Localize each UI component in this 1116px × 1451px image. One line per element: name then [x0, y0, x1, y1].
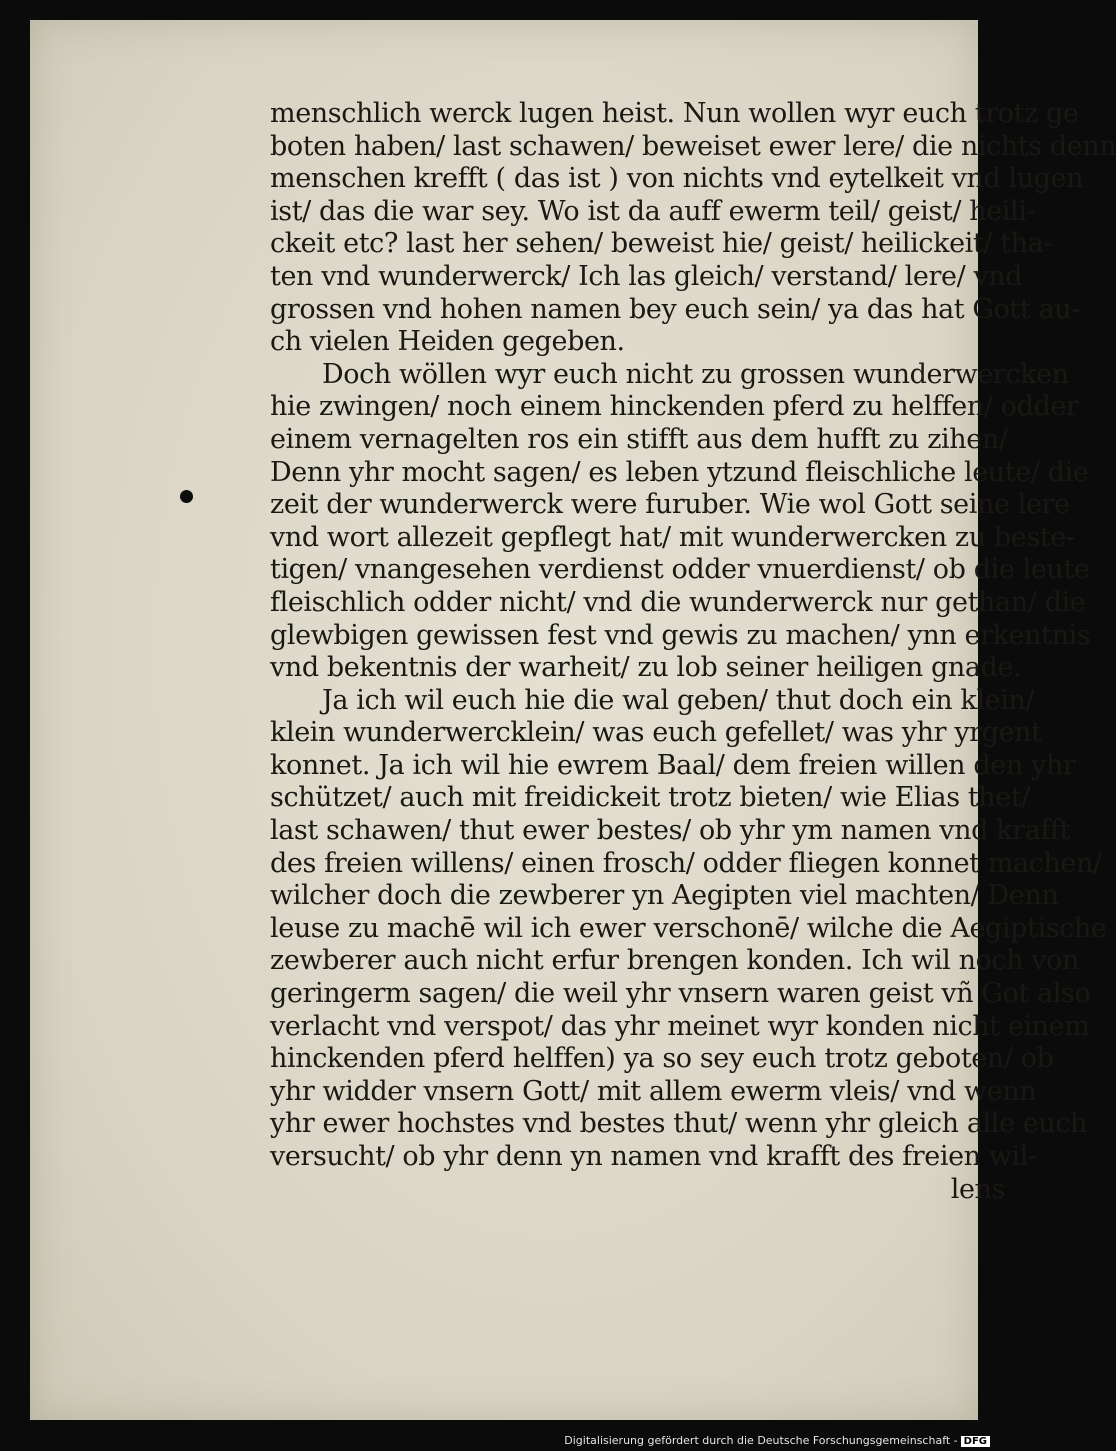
text-line: zeit der wunderwerck were furuber. Wie wol Gott seine lere — [270, 489, 1070, 521]
text-line: grossen vnd hohen namen bey euch sein/ ya das hat Gott au- — [270, 293, 1080, 325]
text-line: boten haben/ last schawen/ beweiset ewer lere/ die nichts denn — [270, 130, 1116, 162]
text-line: wilcher doch die zewberer yn Aegipten viel machten/ Denn — [270, 880, 1059, 912]
text-line: ckeit etc? last her sehen/ beweist hie/ geist/ heilickeit/ tha- — [270, 228, 1053, 260]
text-line: zewberer auch nicht erfur brengen konden. Ich wil noch von — [270, 945, 1080, 977]
text-line: yhr widder vnsern Gott/ mit allem ewerm vleis/ vnd wenn — [270, 1075, 1037, 1107]
text-line: ist/ das die war sey. Wo ist da auff ewerm teil/ geist/ heili- — [270, 195, 1036, 227]
text-line: schützet/ auch mit freidickeit trotz bieten/ wie Elias thet/ — [270, 782, 1031, 814]
text-line: Denn yhr mocht sagen/ es leben ytzund fleischliche leute/ die — [270, 456, 1089, 488]
text-line: yhr ewer hochstes vnd bestes thut/ wenn yhr gleich alle euch — [270, 1108, 1088, 1140]
text-line: verlacht vnd verspot/ das yhr meinet wyr konden nicht einem — [270, 1010, 1090, 1042]
credit-text: Digitalisierung gefördert durch die Deutsche Forschungsgemeinschaft - — [564, 1434, 958, 1447]
dfg-logo: DFG — [961, 1436, 990, 1447]
text-line: vnd wort allezeit gepflegt hat/ mit wunderwercken zu beste- — [270, 521, 1075, 553]
text-line: ten vnd wunderwerck/ Ich las gleich/ verstand/ lere/ vnd — [270, 260, 1023, 292]
text-line: hie zwingen/ noch einem hinckenden pferd zu helffen/ odder — [270, 391, 1079, 423]
text-line: menschen krefft ( das ist ) von nichts vnd eytelkeit vnd lugen — [270, 163, 1084, 195]
text-line: geringerm sagen/ die weil yhr vnsern waren geist vñ Got also — [270, 978, 1091, 1010]
text-line: einem vernagelten ros ein stifft aus dem hufft zu zihen/ — [270, 423, 1008, 455]
text-line: last schawen/ thut ewer bestes/ ob yhr ym namen vnd krafft — [270, 815, 1070, 847]
text-line: klein wunderwercklein/ was euch gefellet/ was yhr yrgent — [270, 717, 1042, 749]
text-line: des freien willens/ einen frosch/ odder fliegen konnet machen/ — [270, 847, 1102, 879]
text-line: versucht/ ob yhr denn yn namen vnd krafft des freien wil- — [270, 1141, 1037, 1172]
text-line: fleischlich odder nicht/ vnd die wunderwerck nur gethan/ die — [270, 586, 1086, 618]
catchword: lens — [950, 1173, 1005, 1205]
text-line: konnet. Ja ich wil hie ewrem Baal/ dem freien willen den yhr — [270, 749, 1076, 781]
text-line: ch vielen Heiden gegeben. — [270, 326, 625, 358]
text-line: glewbigen gewissen fest vnd gewis zu machen/ ynn erkentnis — [270, 619, 1091, 651]
digitization-credit — [564, 1434, 990, 1447]
page-text — [270, 98, 1116, 1206]
book-page — [30, 20, 1116, 1420]
text-line: Doch wöllen wyr euch nicht zu grossen wunderwercken — [322, 358, 1069, 390]
text-line: vnd bekentnis der warheit/ zu lob seiner heiligen gnade. — [270, 652, 1022, 684]
ink-dot — [180, 490, 193, 503]
text-line: tigen/ vnangesehen verdienst odder vnuerdienst/ ob die leute — [270, 554, 1090, 586]
text-line: hinckenden pferd helffen) ya so sey euch trotz geboten/ ob — [270, 1043, 1054, 1075]
text-line: leuse zu machē wil ich ewer verschonē/ wilche die Aegiptische — [270, 912, 1107, 944]
text-line: menschlich werck lugen heist. Nun wollen wyr euch trotz ge — [270, 98, 1079, 129]
text-line: Ja ich wil euch hie die wal geben/ thut doch ein klein/ — [322, 684, 1035, 716]
